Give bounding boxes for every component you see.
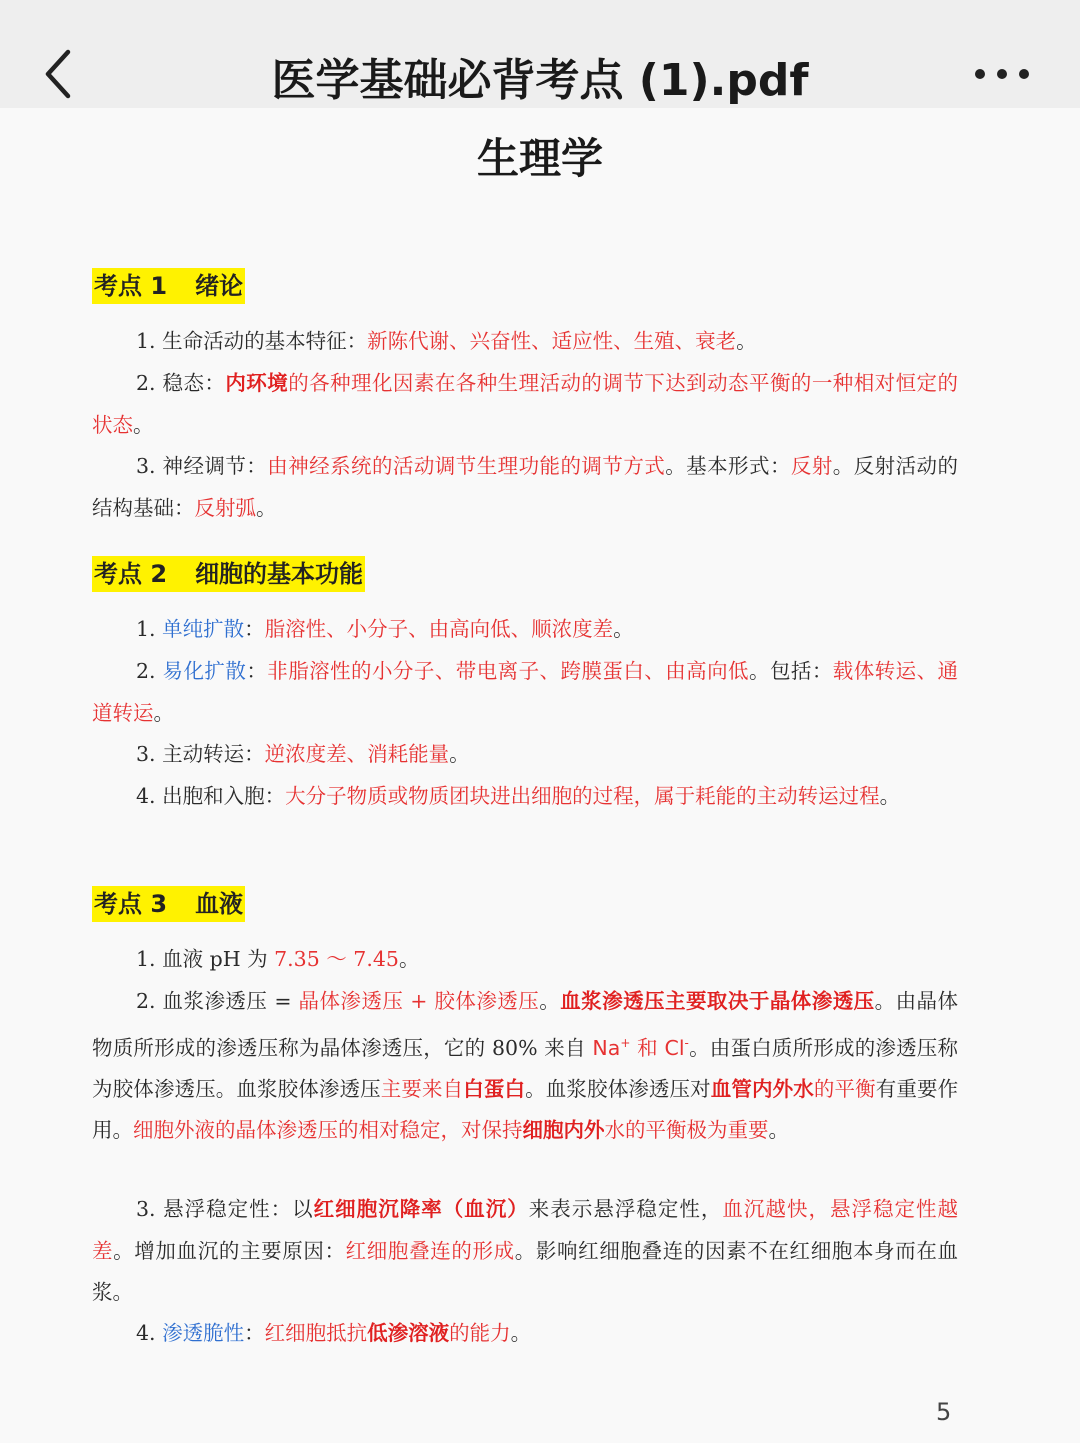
section2-item3: 3. 主动转运：逆浓度差、消耗能量。 xyxy=(136,742,470,766)
section3-item4: 4. 渗透脆性：红细胞抵抗低渗溶液的能力。 xyxy=(136,1321,532,1345)
section1-item1: 1. 生命活动的基本特征：新陈代谢、兴奋性、适应性、生殖、衰老。 xyxy=(136,329,757,353)
pdf-page[interactable] xyxy=(0,108,1080,1443)
section-number: 考点 3 xyxy=(94,890,168,918)
section-heading-3 xyxy=(92,886,245,922)
chevron-left-icon[interactable] xyxy=(38,48,82,100)
top-bar xyxy=(0,0,1080,108)
section-title: 绪论 xyxy=(195,272,244,300)
section3-item3: 3. 悬浮稳定性：以红细胞沉降率（血沉）来表示悬浮稳定性，血沉越快，悬浮稳定性越差。增加血沉的主要原因：红细胞叠连的形成。影响红细胞叠连的因素不在红细胞本身而在血浆。 xyxy=(92,1197,959,1304)
section1-item2: 2. 稳态：内环境的各种理化因素在各种生理活动的调节下达到动态平衡的一种相对恒定的状态。 xyxy=(92,371,959,437)
page-number: 5 xyxy=(936,1398,952,1426)
section3-item1: 1. 血液 pH 为 7.35 ～ 7.45。 xyxy=(136,947,420,971)
section-title: 细胞的基本功能 xyxy=(195,560,364,588)
section2-item4: 4. 出胞和入胞：大分子物质或物质团块进出细胞的过程，属于耗能的主动转运过程。 xyxy=(136,784,901,808)
section-heading-2 xyxy=(92,556,365,592)
section-number: 考点 2 xyxy=(94,560,168,588)
document-title: 医学基础必背考点 (1).pdf xyxy=(271,55,809,106)
section3-item2: 2. 血浆渗透压 = 晶体渗透压 + 胶体渗透压。血浆渗透压主要取决于晶体渗透压。由晶体物质所形成的渗透压称为晶体渗透压，它的 80% 来自 Na+ 和 Cl-。由蛋白质所形成的渗透压称为胶体渗透压。血浆胶体渗透压主要来自白蛋白。血浆胶体渗透压对血管内外水的平衡有重要作用。细胞外液的晶体渗透压的相对稳定，对保持细胞内外水的平衡极为重要。 xyxy=(92,989,959,1143)
chapter-title: 生理学 xyxy=(476,134,603,183)
more-horizontal-icon[interactable] xyxy=(970,60,1034,88)
section-number: 考点 1 xyxy=(94,272,168,300)
section1-item3: 3. 神经调节：由神经系统的活动调节生理功能的调节方式。基本形式：反射。反射活动的结构基础：反射弧。 xyxy=(92,454,959,520)
section2-item1: 1. 单纯扩散：脂溶性、小分子、由高向低、顺浓度差。 xyxy=(136,617,634,641)
section-title: 血液 xyxy=(195,890,244,918)
section2-item2: 2. 易化扩散：非脂溶性的小分子、带电离子、跨膜蛋白、由高向低。包括：载体转运、通道转运。 xyxy=(92,659,959,725)
section-heading-1 xyxy=(92,268,245,304)
